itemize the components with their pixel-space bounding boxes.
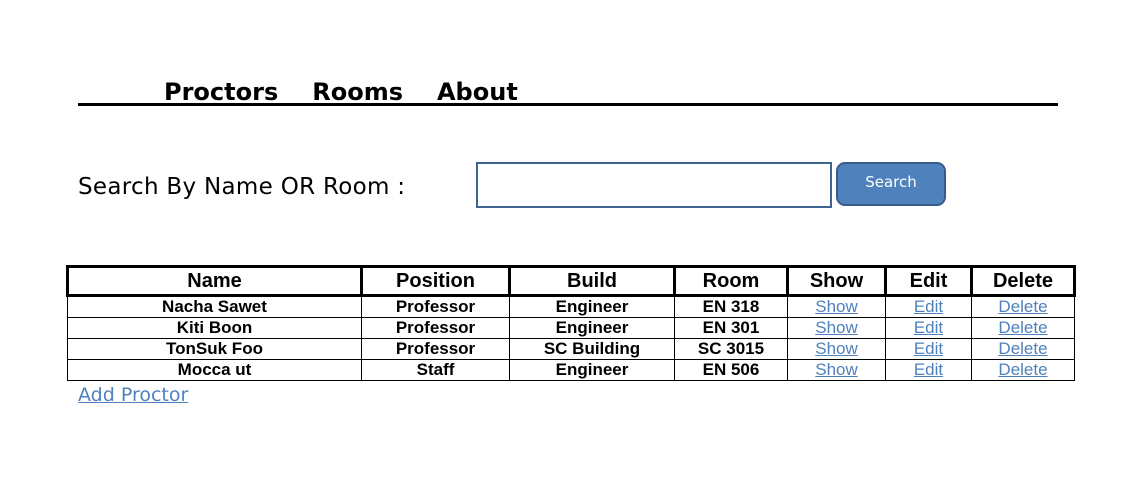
header-delete: Delete xyxy=(972,267,1075,296)
show-link[interactable]: Show xyxy=(815,297,858,316)
cell-build: Engineer xyxy=(510,296,675,318)
search-button[interactable]: Search xyxy=(836,162,946,206)
table-row xyxy=(68,296,1075,318)
edit-link[interactable]: Edit xyxy=(913,318,944,337)
cell-name: Kiti Boon xyxy=(68,318,362,339)
cell-position: Professor xyxy=(362,339,510,360)
nav-about[interactable]: About xyxy=(436,78,518,106)
cell-position: Staff xyxy=(362,360,510,381)
search-label: Search By Name OR Room : xyxy=(78,174,406,200)
table-row xyxy=(68,318,1075,339)
nav-rooms[interactable]: Rooms xyxy=(312,78,403,106)
edit-link[interactable]: Edit xyxy=(913,297,944,316)
cell-room: EN 318 xyxy=(675,296,788,318)
header-edit: Edit xyxy=(886,267,972,296)
header-room: Room xyxy=(675,267,788,296)
nav-divider xyxy=(78,103,1058,106)
edit-link[interactable]: Edit xyxy=(913,339,944,358)
show-link[interactable]: Show xyxy=(815,360,858,379)
header-position: Position xyxy=(362,267,510,296)
top-nav xyxy=(164,78,518,106)
cell-room: EN 506 xyxy=(675,360,788,381)
cell-build: Engineer xyxy=(510,318,675,339)
cell-room: SC 3015 xyxy=(675,339,788,360)
delete-link[interactable]: Delete xyxy=(998,339,1048,358)
nav-proctors[interactable]: Proctors xyxy=(164,78,279,106)
cell-build: Engineer xyxy=(510,360,675,381)
show-link[interactable]: Show xyxy=(815,318,858,337)
table-header-row xyxy=(68,267,1075,296)
edit-link[interactable]: Edit xyxy=(913,360,944,379)
delete-link[interactable]: Delete xyxy=(998,360,1048,379)
table-row xyxy=(68,360,1075,381)
show-link[interactable]: Show xyxy=(815,339,858,358)
header-name: Name xyxy=(68,267,362,296)
cell-position: Professor xyxy=(362,296,510,318)
add-proctor-link[interactable]: Add Proctor xyxy=(78,384,189,406)
table-row xyxy=(68,339,1075,360)
cell-room: EN 301 xyxy=(675,318,788,339)
search-input[interactable] xyxy=(476,162,832,208)
delete-link[interactable]: Delete xyxy=(998,318,1048,337)
proctors-table xyxy=(66,265,1076,381)
cell-position: Professor xyxy=(362,318,510,339)
header-show: Show xyxy=(788,267,886,296)
cell-build: SC Building xyxy=(510,339,675,360)
header-build: Build xyxy=(510,267,675,296)
cell-name: Nacha Sawet xyxy=(68,296,362,318)
cell-name: TonSuk Foo xyxy=(68,339,362,360)
delete-link[interactable]: Delete xyxy=(998,297,1048,316)
cell-name: Mocca ut xyxy=(68,360,362,381)
